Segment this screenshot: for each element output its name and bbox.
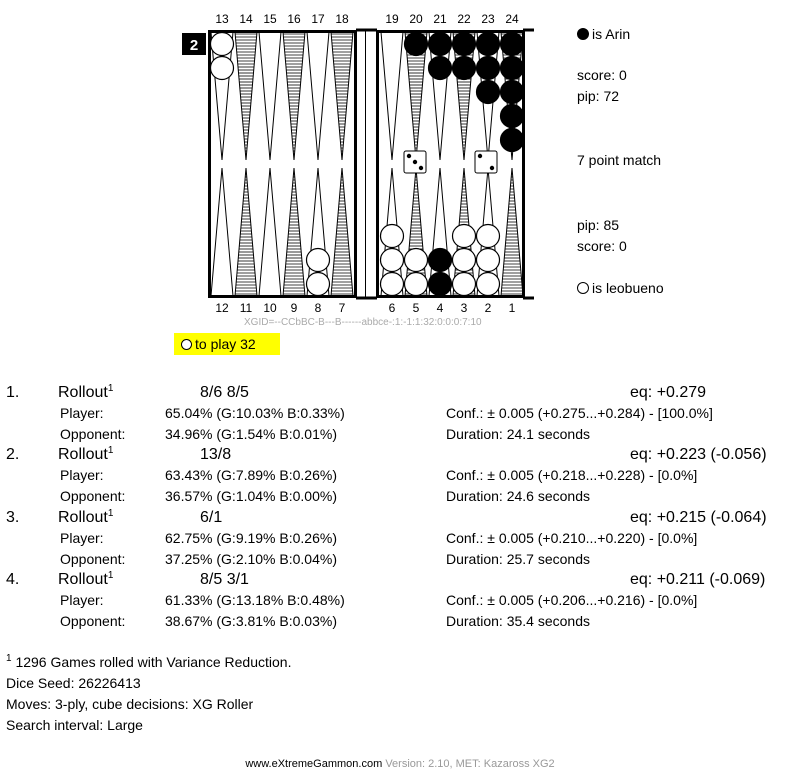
point-label: 3	[460, 301, 468, 315]
top-player-name: is Arin	[592, 26, 631, 42]
analysis-method-footnote: 1	[107, 383, 114, 394]
white-checker[interactable]	[405, 249, 428, 272]
analysis-method[interactable]	[58, 446, 113, 464]
match-length: 7 point match	[577, 152, 662, 168]
point-label: 19	[385, 12, 399, 26]
bottom-player-row	[577, 280, 664, 296]
analysis-duration: Duration: 25.7 seconds	[446, 551, 590, 567]
analysis-move: 8/5 3/1	[200, 571, 249, 588]
white-checker[interactable]	[453, 225, 476, 248]
analysis-rank: 2.	[6, 446, 20, 463]
white-checker[interactable]	[381, 225, 404, 248]
black-checker[interactable]	[501, 105, 524, 128]
bottom-player-pip: pip: 85	[577, 217, 620, 233]
point-label: 18	[335, 12, 349, 26]
analysis-player-label: Player:	[60, 592, 104, 608]
dice-seed: Dice Seed: 26226413	[6, 675, 141, 691]
point-label: 15	[263, 12, 277, 26]
analysis-conf: Conf.: ± 0.005 (+0.218...+0.228) - [0.0%]	[446, 467, 698, 483]
black-checker[interactable]	[429, 57, 452, 80]
analysis-conf: Conf.: ± 0.005 (+0.210...+0.220) - [0.0%]	[446, 530, 698, 546]
point-label: 8	[314, 301, 322, 315]
white-checker[interactable]	[477, 225, 500, 248]
analysis-opponent-label: Opponent:	[60, 488, 126, 504]
analysis-player-stats: 61.33% (G:13.18% B:0.48%)	[165, 592, 345, 608]
black-checker[interactable]	[453, 33, 476, 56]
point-label: 1	[508, 301, 516, 315]
footnote-text: 1296 Games rolled with Variance Reduction.	[15, 654, 292, 670]
analysis-rank: 3.	[6, 509, 20, 526]
black-checker[interactable]	[501, 81, 524, 104]
black-checker-icon	[577, 28, 589, 40]
analysis-move: 13/8	[200, 446, 232, 463]
analysis-player-label: Player:	[60, 405, 104, 421]
point-label: 7	[338, 301, 346, 315]
white-checker[interactable]	[381, 273, 404, 296]
analysis-player-label: Player:	[60, 467, 104, 483]
white-checker[interactable]	[307, 273, 330, 296]
analysis-method-label: Rollout	[58, 384, 108, 401]
analysis-method-footnote: 1	[107, 445, 114, 456]
analysis-opponent-stats: 37.25% (G:2.10% B:0.04%)	[165, 551, 337, 567]
bottom-point-labels	[215, 301, 515, 315]
analysis-equity: eq: +0.211 (-0.069)	[630, 571, 766, 588]
white-checker[interactable]	[405, 273, 428, 296]
top-point-labels	[215, 12, 519, 26]
to-play-text: to play 32	[195, 336, 256, 352]
analysis-equity: eq: +0.223 (-0.056)	[630, 446, 767, 463]
black-checker[interactable]	[453, 57, 476, 80]
analysis-method-footnote: 1	[107, 570, 114, 581]
footer-site-link[interactable]: www.eXtremeGammon.com	[245, 758, 383, 770]
analysis-opponent-label: Opponent:	[60, 426, 126, 442]
analysis-player-label: Player:	[60, 530, 104, 546]
point-label: 14	[239, 12, 253, 26]
white-checker-icon	[577, 282, 589, 294]
analysis-player-stats: 65.04% (G:10.03% B:0.33%)	[165, 405, 345, 421]
top-player-row	[577, 26, 630, 42]
analysis-player-stats: 63.43% (G:7.89% B:0.26%)	[165, 467, 337, 483]
point-label: 5	[412, 301, 420, 315]
to-play-badge	[174, 333, 280, 355]
point-label: 12	[215, 301, 229, 315]
die	[404, 151, 426, 173]
white-checker[interactable]	[477, 273, 500, 296]
point-label: 17	[311, 12, 325, 26]
top-player-score: score: 0	[577, 67, 627, 83]
black-checker[interactable]	[477, 81, 500, 104]
point-label: 21	[433, 12, 447, 26]
point-label: 10	[263, 301, 277, 315]
point-label: 16	[287, 12, 301, 26]
black-checker[interactable]	[477, 33, 500, 56]
black-checker[interactable]	[501, 57, 524, 80]
analysis-conf: Conf.: ± 0.005 (+0.206...+0.216) - [0.0%]	[446, 592, 698, 608]
analysis-method-label: Rollout	[58, 571, 108, 588]
analysis-equity: eq: +0.279	[630, 384, 707, 401]
point-label: 13	[215, 12, 229, 26]
analysis-method-label: Rollout	[58, 509, 108, 526]
black-checker[interactable]	[429, 273, 452, 296]
point-label: 24	[505, 12, 519, 26]
black-checker[interactable]	[429, 33, 452, 56]
analysis-move: 6/1	[200, 509, 223, 526]
analysis-opponent-label: Opponent:	[60, 551, 126, 567]
analysis-rank: 1.	[6, 384, 20, 401]
black-checker[interactable]	[429, 249, 452, 272]
black-checker[interactable]	[405, 33, 428, 56]
footnote	[6, 654, 291, 670]
point-label: 11	[239, 301, 253, 315]
analysis-opponent-stats: 38.67% (G:3.81% B:0.03%)	[165, 613, 337, 629]
white-checker[interactable]	[307, 249, 330, 272]
point-label: 2	[484, 301, 492, 315]
bottom-player-score: score: 0	[577, 238, 627, 254]
white-checker[interactable]	[381, 249, 404, 272]
black-checker[interactable]	[501, 129, 524, 152]
point-label: 23	[481, 12, 495, 26]
analysis-move: 8/6 8/5	[200, 384, 249, 401]
analysis-method-label: Rollout	[58, 446, 108, 463]
analysis-duration: Duration: 24.1 seconds	[446, 426, 590, 442]
white-checker[interactable]	[453, 249, 476, 272]
die	[475, 151, 497, 173]
point-label: 4	[436, 301, 444, 315]
white-checker[interactable]	[211, 57, 234, 80]
point-label: 6	[388, 301, 396, 315]
analysis-player-stats: 62.75% (G:9.19% B:0.26%)	[165, 530, 337, 546]
analysis-method[interactable]	[58, 384, 113, 402]
analysis-opponent-stats: 36.57% (G:1.04% B:0.00%)	[165, 488, 337, 504]
backgammon-board[interactable]	[180, 8, 540, 318]
search-interval: Search interval: Large	[6, 717, 143, 733]
analysis-method-footnote: 1	[107, 508, 114, 519]
white-checker[interactable]	[477, 249, 500, 272]
analysis-duration: Duration: 24.6 seconds	[446, 488, 590, 504]
white-checker[interactable]	[211, 33, 234, 56]
footer-version: Version: 2.10, MET: Kazaross XG2	[385, 758, 555, 770]
xgid-string[interactable]: XGID=--CCbBC-B---B------abbce-:1:-1:1:32:0:0:0:7:10	[244, 317, 482, 328]
black-checker[interactable]	[477, 57, 500, 80]
analysis-opponent-label: Opponent:	[60, 613, 126, 629]
analysis-method[interactable]	[58, 571, 113, 589]
analysis-equity: eq: +0.215 (-0.064)	[630, 509, 767, 526]
bottom-player-name: is leobueno	[592, 280, 664, 296]
white-checker-icon	[181, 339, 192, 350]
top-player-pip: pip: 72	[577, 88, 620, 104]
point-label: 9	[290, 301, 298, 315]
analysis-duration: Duration: 35.4 seconds	[446, 613, 590, 629]
moves-setting: Moves: 3-ply, cube decisions: XG Roller	[6, 696, 254, 712]
analysis-opponent-stats: 34.96% (G:1.54% B:0.01%)	[165, 426, 337, 442]
footnote-mark: 1	[6, 653, 12, 664]
black-checker[interactable]	[501, 33, 524, 56]
footer	[0, 758, 800, 770]
analysis-rank: 4.	[6, 571, 20, 588]
analysis-conf: Conf.: ± 0.005 (+0.275...+0.284) - [100.0%]	[446, 405, 713, 421]
analysis-method[interactable]	[58, 509, 113, 527]
point-label: 22	[457, 12, 471, 26]
white-checker[interactable]	[453, 273, 476, 296]
point-label: 20	[409, 12, 423, 26]
cube-value: 2	[189, 37, 199, 54]
